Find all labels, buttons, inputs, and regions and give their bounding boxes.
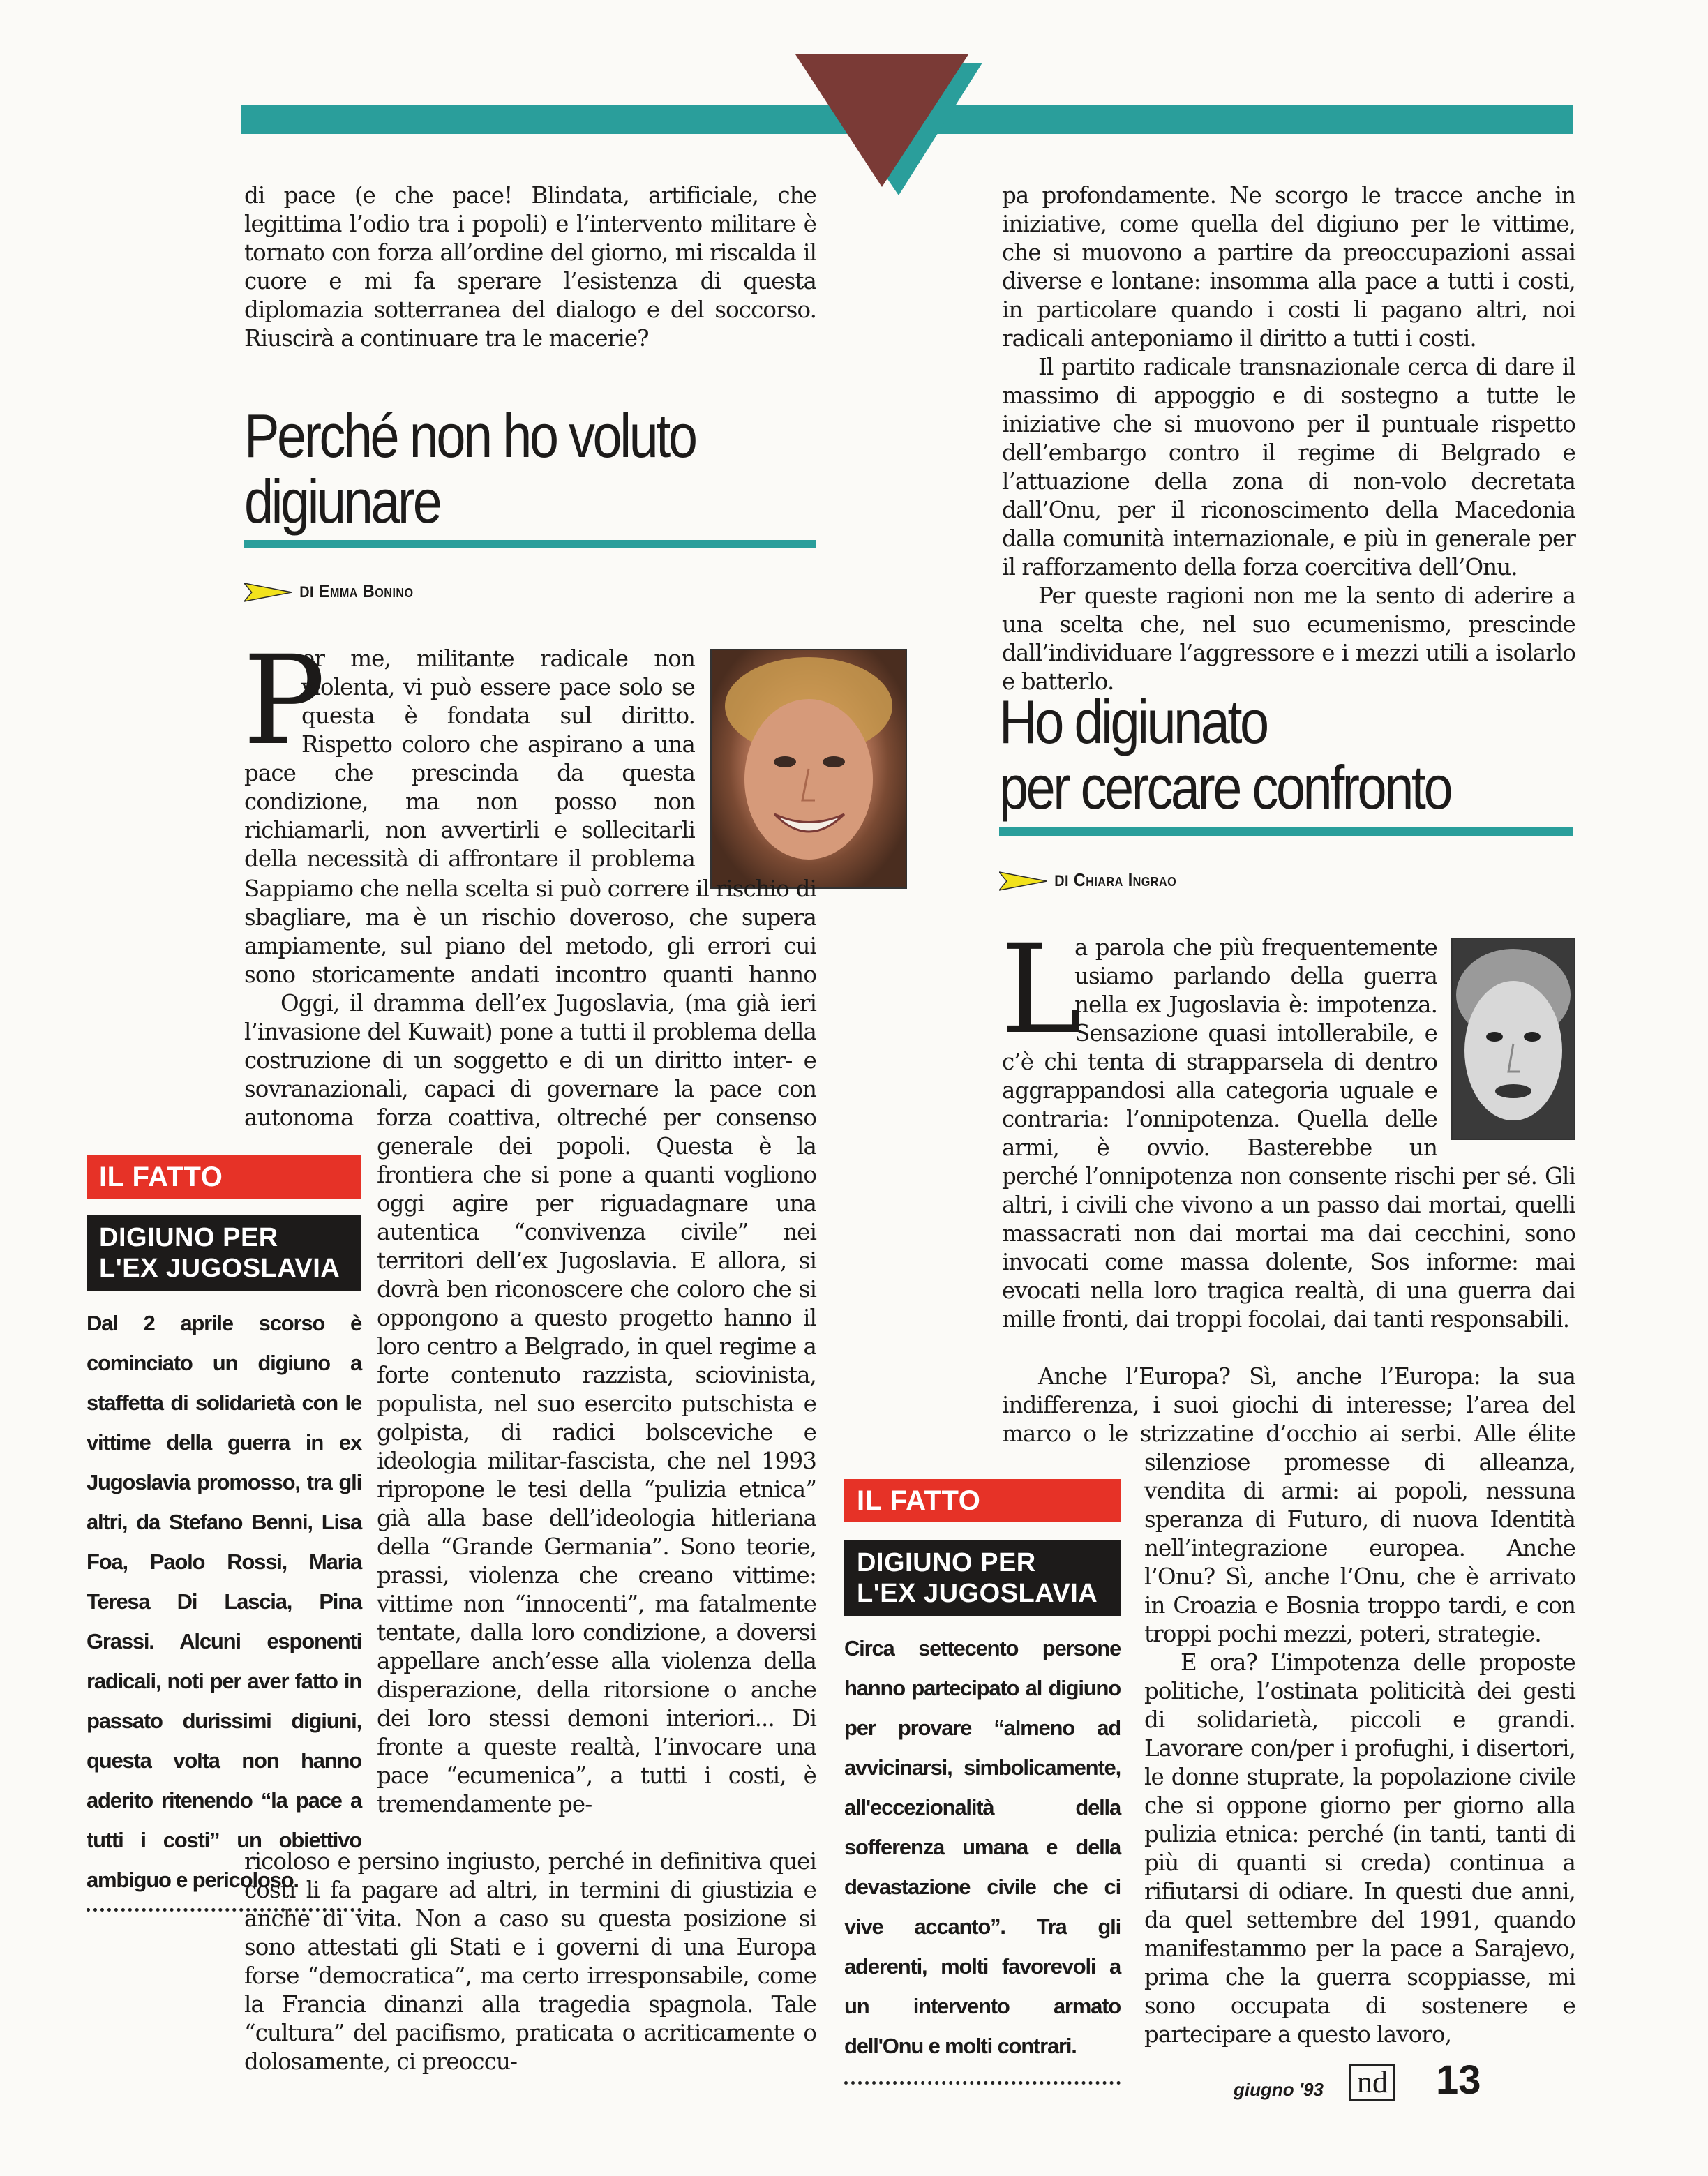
article2-paragraph-2-start: Anche l’Europa? Sì, anche l’Europa: la sua indifferenza, i suoi giochi di interesse; l’area del marco o le strizzatine d’occhio ai serbi. Alle élite xyxy=(1002,1363,1575,1447)
article2-intro-text-top: a parola che più frequentemente usiamo parlando della guerra nella ex Jugoslavia è: impotenza. Sensazione quasi intollerabile, e c’è chi tenta di strapparsela di dentro aggrappandosi alla categoria uguale e contraria: l’onnipotenza. Quella delle armi, è ovvio. Basterebbe un xyxy=(1002,934,1437,1161)
fact-box-1 xyxy=(87,1155,361,1912)
fact-box-1-title: DIGIUNO PER L'EX JUGOSLAVIA xyxy=(87,1215,361,1291)
article2-headline-rule xyxy=(999,827,1573,836)
article2-headline-line2: per cercare confronto xyxy=(999,753,1451,822)
article1-paragraph-1-bottom: Sappiamo che nella scelta si può correre il rischio di sbagliare, ma è un rischio doveroso, che supera ampiamente, sul piano del metodo, gli errori cui sono storicamente andati incontro quanti hanno xyxy=(244,876,816,988)
article1-headline-rule xyxy=(244,540,816,548)
portrait-illustration xyxy=(1453,939,1574,1139)
article1-headline-line2: digiunare xyxy=(244,467,440,536)
article1-paragraph-2-start: Oggi, il dramma dell’ex Jugoslavia, (ma già ieri l’invasione del Kuwait) pone a tutti il problema della costruzione di un soggetto e di un diritto inter- e sovranazionali, capaci di governare la pace con autonoma xyxy=(244,990,816,1131)
author-photo-chiara-ingrao xyxy=(1451,938,1575,1140)
left-column-continuation xyxy=(244,181,816,353)
byline-author: Chiara Ingrao xyxy=(1073,869,1177,890)
article2-byline xyxy=(999,869,1176,892)
article1-paragraph-1-top: er me, militante radicale non violenta, vi può essere pace solo se questa è fondata sul diritto. Rispetto coloro che aspirano a una pace che prescinda da questa condizione, ma non posso non richiamarli, non avvertirli e sollecitarli della necessità di affrontare il problema xyxy=(244,645,695,872)
article2-intro-text-bottom: perché l’onnipotenza non consente rischi per sé. Gli altri, i civili che vivono a un passo dai mortai, quelli massacrati non dai mortai ma dai cecchini, sono invocati come massa dolente, Sos informe: mai evocati nella loro tragica realtà, di una guerra dai mille fronti, dai troppi focolai, dai tanti responsabili. xyxy=(1002,1163,1575,1333)
right-column-continuation: pa profondamente. Ne scorgo le tracce anche in iniziative, come quella del digiuno per le vittime, che si muovono a partire da preoccupazioni assai diverse e lontane: insomma alla pace a tutti i costi, in particolare quando i costi li pagano altri, noi radicali anteponiamo il diritto a tutti i costi. Il partito radicale transnazionale cerca di dare il massimo di appoggio e di sostegno a tutte le iniziative che si muovono per il puntuale rispetto dell’embargo contro il regime di Belgrado e l’attuazione della zona di non-volo decretata dall’Onu, per il riconoscimento della Macedonia dalla comunità internazionale, e più in generale per il rafforzamento della forza coercitiva dell’Onu. Per queste ragioni non me la sento di aderire a una scelta che, nel suo ecumenismo, prescinde dall’individuare l’aggressore e i mezzi utili a isolarlo e batterlo. xyxy=(1002,182,1575,695)
article1-intro-text-top xyxy=(243,629,695,875)
article1-paragraph-end: ricoloso e persino ingiusto, perché in definitiva quei costi li fa pagare ad altri, in termini di giustizia e anche di vita. Non a caso su questa posizione si sono attestati gli Stati e i governi di una Europa forse “democratica”, ma certo irresponsabile, come la Francia dinanzi alla tragedia spagnola. Tale “cultura” del pacifismo, praticata o acriticamente o dolosamente, ci preoccu- xyxy=(244,1848,816,2075)
author-photo-emma-bonino xyxy=(710,649,907,889)
footer-logo: nd xyxy=(1349,2064,1395,2101)
article2-headline xyxy=(999,689,1599,820)
article2-drop-cap: L xyxy=(1001,918,1081,1061)
fact-box-1-dotted-rule xyxy=(87,1908,361,1912)
article1-intro-text-bottom xyxy=(244,875,816,989)
article1-byline xyxy=(244,580,414,603)
portrait-illustration xyxy=(712,650,906,887)
yellow-arrow-icon xyxy=(999,871,1047,892)
article1-paragraph-2-narrow: forza coattiva, oltreché per consenso generale dei popoli. Questa è la frontiera che si pone a quanti vogliono oggi agire per riguadagnare una autentica “convivenza civile” nei territori dell’ex Jugoslavia. E allora, si dovrà ben riconoscere che coloro che si oppongono a questo progetto hanno il loro centro a Belgrado, in quel regime a forte contenuto razzista, sciovinista, populista, nel suo esercito putschista e golpista, di radici bolsceviche e ideologia militar-fascista, che nel 1993 ripropone le tesi della “pulizia etnica” già alla base dell’ideologia hitleriana della “Grande Germania”. Sono teorie, prassi, violenza che creano vittime: vittime non “innocenti”, ma fatalmente tentate, dalla loro condizione, a doversi appellare anch’esse alla violenza della disperazione, della ritorsione o anche dei loro stessi demoni interiori... Di fronte a queste realtà, l’invocare una pace “ecumenica”, a tutti i costi, è tremendamente pe- xyxy=(377,1104,816,1817)
fact-box-1-label: IL FATTO xyxy=(87,1155,361,1199)
byline-author: Emma Bonino xyxy=(318,580,414,601)
article2-paragraph-2-narrow: silenziose promesse di alleanza, vendita di armi: ai popoli, nessuna speranza di Futuro, di nuova Identità nell’integrazione europea. Anche l’Onu? Sì, anche l’Onu, che è arrivato in Croazia e Bosnia troppo tardi, e con troppi pochi mezzi, poteri, strategie. E ora? L’impotenza delle proposte politiche, l’ostinata politicità dei gesti di solidarietà, piccoli e grandi. Lavorare con/per i profughi, i disertori, le donne stuprate, la popolazione civile che si oppone giorno per giorno alla pulizia etnica: perché (in tanti, tanti di più di quanti si creda) continua a rifiutarsi di odiare. In questi due anni, da quel settembre del 1991, quando manifestammo per la pace a Sarajevo, prima che la guerra scoppiasse, mi sono occupata di sostenere e partecipare a questo lavoro, xyxy=(1144,1449,1575,2048)
fact-box-2 xyxy=(844,1479,1121,2085)
byline-prefix: DI xyxy=(299,583,314,601)
fact-box-2-dotted-rule xyxy=(844,2081,1121,2085)
yellow-arrow-icon xyxy=(244,582,292,603)
article1-headline-line1: Perché non ho voluto xyxy=(244,401,696,470)
footer xyxy=(1234,2058,1568,2107)
continuation-paragraph: di pace (e che pace! Blindata, artificiale, che legittima l’odio tra i popoli) e l’intervento militare è tornato con forza all’ordine del giorno, mi riscalda il cuore e mi fa sperare l’esistenza di questa diplomazia sotterranea del dialogo e del soccorso. Riuscirà a continuare tra le macerie? xyxy=(244,182,816,352)
footer-page-number: 13 xyxy=(1436,2057,1481,2103)
article1-headline xyxy=(244,403,830,534)
footer-date: giugno '93 xyxy=(1234,2079,1324,2100)
fact-box-2-label: IL FATTO xyxy=(844,1479,1121,1522)
header-triangle-ornament xyxy=(781,28,991,202)
article2-headline-line1: Ho digiunato xyxy=(999,687,1267,756)
article1-drop-cap: P xyxy=(243,629,325,772)
byline-prefix: DI xyxy=(1054,872,1069,890)
fact-box-2-title: DIGIUNO PER L'EX JUGOSLAVIA xyxy=(844,1540,1121,1616)
fact-box-1-text: Dal 2 aprile scorso è cominciato un digiuno a staffetta di solidarietà con le vittime della guerra in ex Jugoslavia promosso, tra gli altri, da Stefano Benni, Lisa Foa, Paolo Rossi, Maria Teresa Di Lascia, Pina Grassi. Alcuni esponenti radicali, noti per aver fatto in passato durissimi digiuni, questa volta non hanno aderito ritenendo “la pace a tutti i costi” un obiettivo ambiguo e pericoloso. xyxy=(87,1311,361,1892)
fact-box-2-text: Circa settecento persone hanno partecipato al digiuno per provare “almeno ad avvicinarsi, simbolicamente, all'eccezionalità della sofferenza umana e della devastazione civile che ci vive accanto”. Tra gli aderenti, molti favorevoli a un intervento armato dell'Onu e molti contrari. xyxy=(844,1636,1121,2058)
